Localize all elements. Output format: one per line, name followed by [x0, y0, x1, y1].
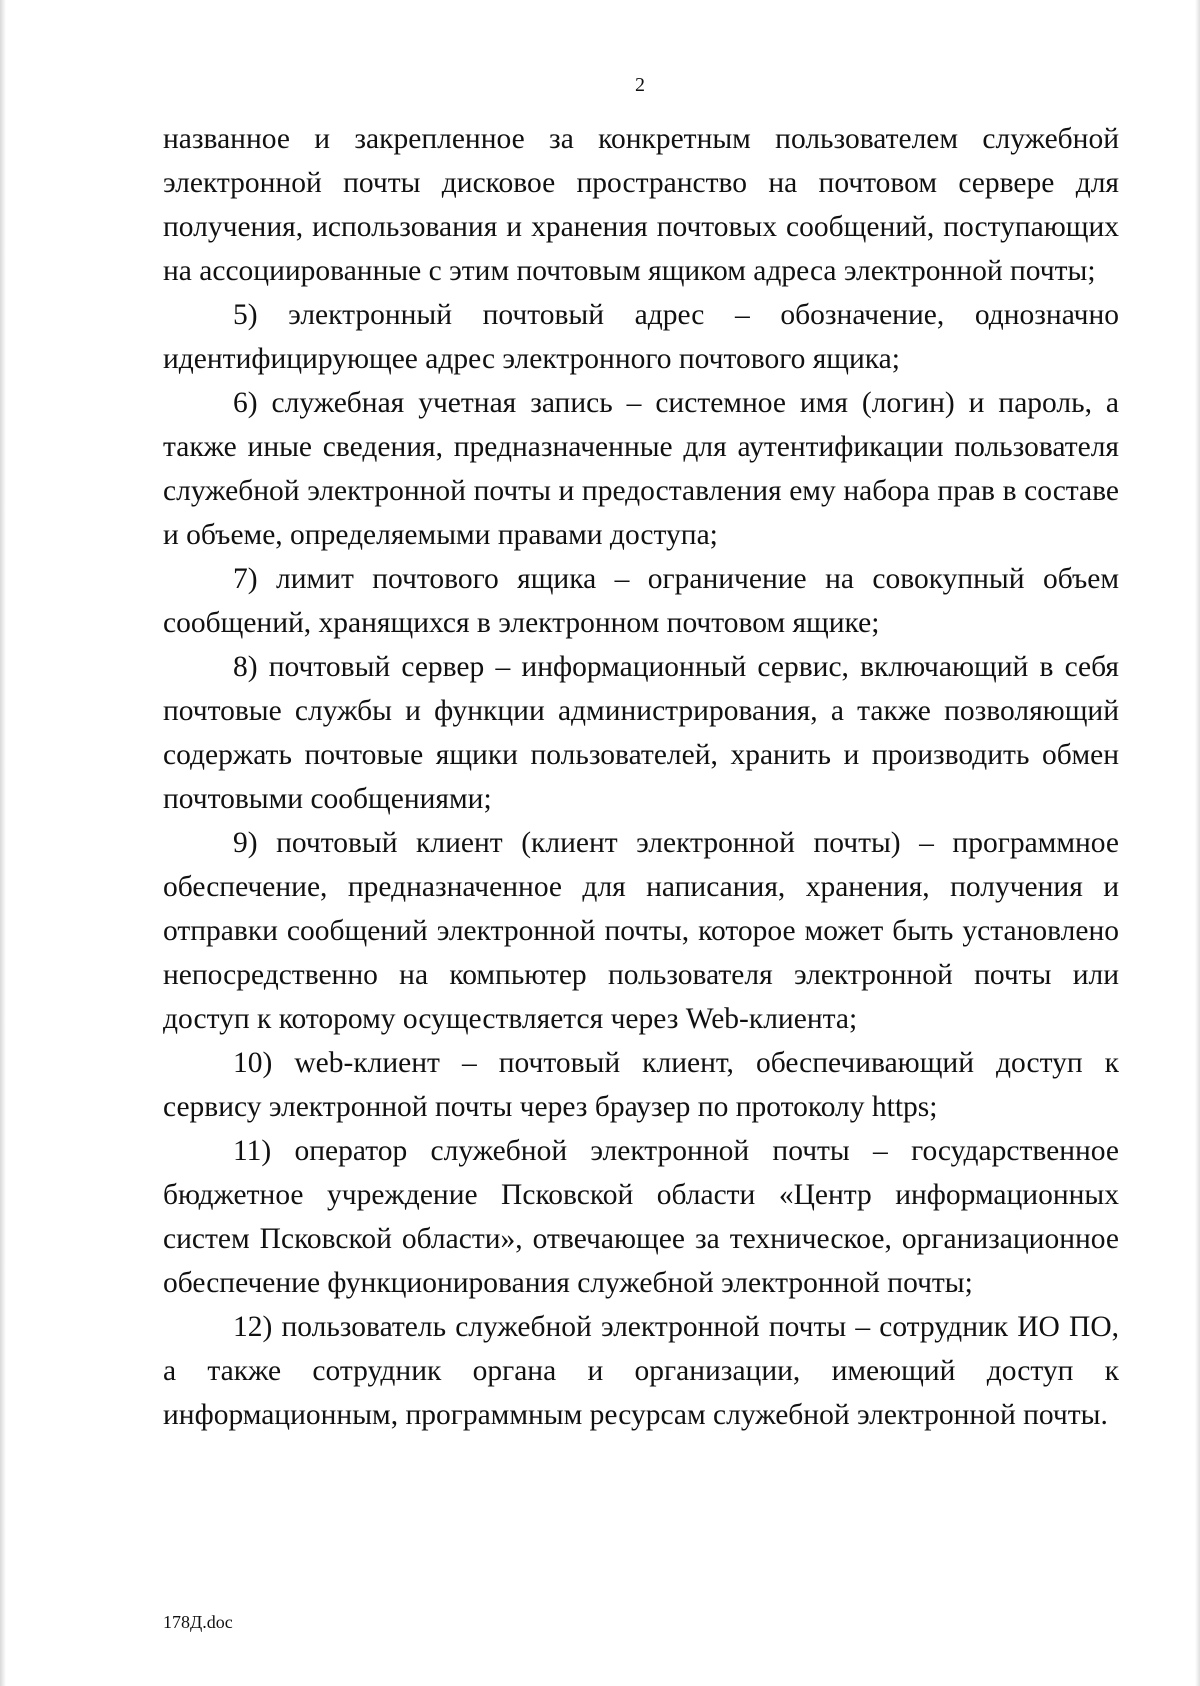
paragraph-item-7: 7) лимит почтового ящика – ограничение на совокупный объем сообщений, хранящихся в электронном почтовом ящике;: [163, 563, 1119, 639]
paragraph-item-5: 5) электронный почтовый адрес – обозначение, однозначно идентифицирующее адрес электронного почтового ящика;: [163, 299, 1119, 375]
scan-edge-left: [0, 0, 6, 1686]
paragraph-item-8: 8) почтовый сервер – информационный сервис, включающий в себя почтовые службы и функции администрирования, а также позволяющий содержать почтовые ящики пользователей, хранить и производить обмен почтовыми сообщениями;: [163, 651, 1119, 815]
paragraph-item-9: 9) почтовый клиент (клиент электронной почты) – программное обеспечение, предназначенное для написания, хранения, получения и отправки сообщений электронной почты, которое может быть установлено непосредственно на компьютер пользователя электронной почты или доступ к которому осуществляется через Web-клиента;: [163, 827, 1119, 1035]
paragraph-item-6: 6) служебная учетная запись – системное имя (логин) и пароль, а также иные сведения, предназначенные для аутентификации пользователя служебной электронной почты и предоставления ему набора прав в составе и объеме, определяемыми правами доступа;: [163, 387, 1119, 551]
paragraph-item-10: 10) web-клиент – почтовый клиент, обеспечивающий доступ к сервису электронной почты через браузер по протоколу https;: [163, 1047, 1119, 1123]
page-number: 2: [635, 74, 645, 96]
footer-filename: 178Д.doc: [163, 1612, 233, 1632]
document-body: [163, 117, 1119, 1437]
paragraph-item-11: 11) оператор служебной электронной почты – государственное бюджетное учреждение Псковской области «Центр информационных систем Псковской области», отвечающее за техническое, организационное обеспечение функционирования служебной электронной почты;: [163, 1135, 1119, 1299]
paragraph-continuation: названное и закрепленное за конкретным пользователем служебной электронной почты дисковое пространство на почтовом сервере для получения, использования и хранения почтовых сообщений, поступающих на ассоциированные с этим почтовым ящиком адреса электронной почты;: [163, 123, 1119, 287]
paragraph-item-12: 12) пользователь служебной электронной почты – сотрудник ИО ПО, а также сотрудник органа и организации, имеющий доступ к информационным, программным ресурсам служебной электронной почты.: [163, 1311, 1119, 1431]
scan-edge-right: [1195, 0, 1200, 1686]
